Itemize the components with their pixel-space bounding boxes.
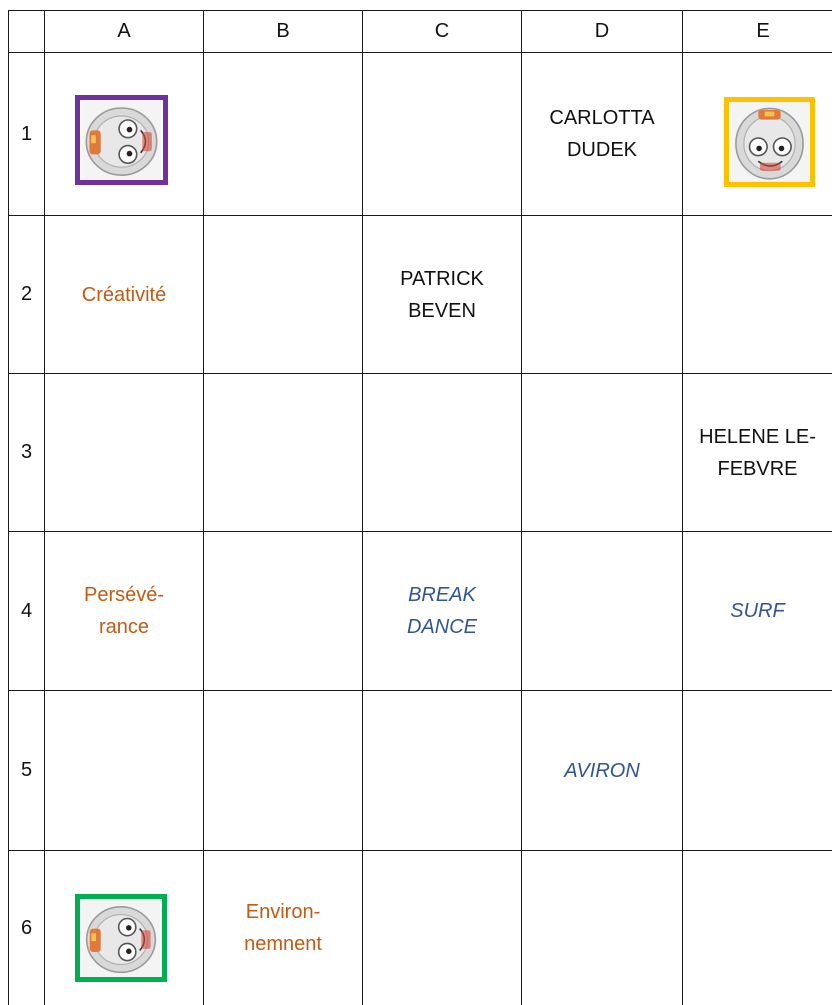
robot-image-e1[interactable]: [724, 97, 815, 187]
cell-a2[interactable]: Créativité: [81, 283, 167, 306]
column-header-b[interactable]: B: [276, 20, 290, 42]
column-header-e[interactable]: E: [756, 20, 770, 42]
robot-image-a6[interactable]: [75, 894, 167, 982]
row-header-6[interactable]: 6: [20, 916, 33, 939]
row-header-2[interactable]: 2: [20, 283, 33, 305]
grid-line: [8, 52, 832, 53]
robot-icon: [729, 102, 810, 182]
cell-b6[interactable]: Environ- nemnent: [244, 901, 322, 955]
cell-c2[interactable]: PATRICK BEVEN: [400, 267, 484, 322]
row-header-5[interactable]: 5: [20, 759, 33, 781]
robot-image-a1[interactable]: [75, 95, 168, 185]
robot-icon: [80, 100, 163, 180]
grid-line: [362, 10, 363, 1005]
row-header-3[interactable]: 3: [20, 441, 33, 463]
cell-e3[interactable]: HELENE LE- FEBVRE: [699, 425, 816, 480]
row-header-1[interactable]: 1: [20, 122, 33, 145]
row-header-4[interactable]: 4: [20, 599, 33, 622]
cell-d5[interactable]: AVIRON: [564, 759, 640, 782]
cell-c4[interactable]: BREAK DANCE: [406, 584, 477, 638]
cell-e4[interactable]: SURF: [730, 600, 785, 622]
cell-a4[interactable]: Persévé- rance: [83, 584, 165, 638]
grid-line: [44, 10, 45, 1005]
column-header-c[interactable]: C: [434, 20, 450, 42]
grid-line: [8, 690, 832, 691]
column-header-d[interactable]: D: [594, 20, 610, 42]
cell-d1[interactable]: CARLOTTA DUDEK: [549, 107, 655, 161]
grid-line: [8, 850, 832, 851]
robot-icon: [80, 899, 162, 977]
column-header-a[interactable]: A: [117, 20, 131, 42]
